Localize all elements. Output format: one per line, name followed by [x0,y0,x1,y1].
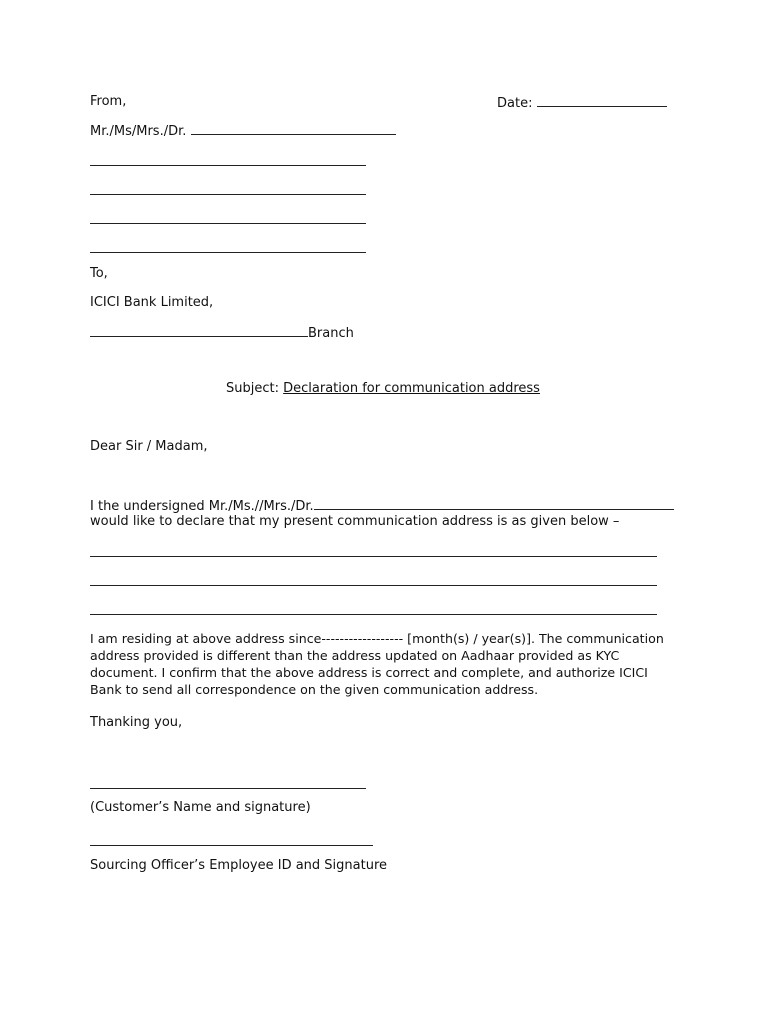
officer-signature-line[interactable] [90,845,373,846]
officer-signature-label: Sourcing Officer’s Employee ID and Signature [90,858,388,873]
sender-name-field [90,122,396,140]
date-field [497,94,667,112]
sender-address-line-2[interactable] [90,194,366,195]
date-label: Date: [497,96,533,111]
subject-text: Declaration for communication address [283,381,540,396]
from-label: From, [90,94,127,109]
communication-address-line-3[interactable] [90,614,657,615]
branch-blank[interactable] [90,324,308,337]
sender-name-blank[interactable] [191,122,396,135]
branch-label: Branch [308,326,354,341]
date-blank[interactable] [537,94,667,107]
declaration-prefix: I the undersigned Mr./Ms.//Mrs./Dr. [90,499,314,514]
bank-name: ICICI Bank Limited, [90,295,214,310]
declarant-name-blank[interactable] [314,497,674,510]
communication-address-line-1[interactable] [90,556,657,557]
residing-paragraph: I am residing at above address since------------------ [month(s) / year(s)]. The communication address provided is different than the address updated on Aadhaar provided as KYC document. I confirm that the above address is correct and complete, and authorize ICICI Bank to send all correspondence on the given communication address. [90,631,664,697]
sender-address-line-3[interactable] [90,223,366,224]
closing: Thanking you, [90,715,183,730]
branch-field [90,324,354,342]
declaration-continuation: would like to declare that my present communication address is as given below – [90,514,620,529]
customer-signature-line[interactable] [90,788,366,789]
greeting: Dear Sir / Madam, [90,439,208,454]
communication-address-line-2[interactable] [90,585,657,586]
sender-address-line-4[interactable] [90,252,366,253]
subject-label: Subject: [226,381,279,396]
sender-address-line-1[interactable] [90,165,366,166]
declaration-line [90,497,674,515]
subject-line [226,381,540,397]
sender-title-label: Mr./Ms/Mrs./Dr. [90,124,187,139]
to-label: To, [90,266,108,281]
customer-signature-label: (Customer’s Name and signature) [90,800,311,815]
